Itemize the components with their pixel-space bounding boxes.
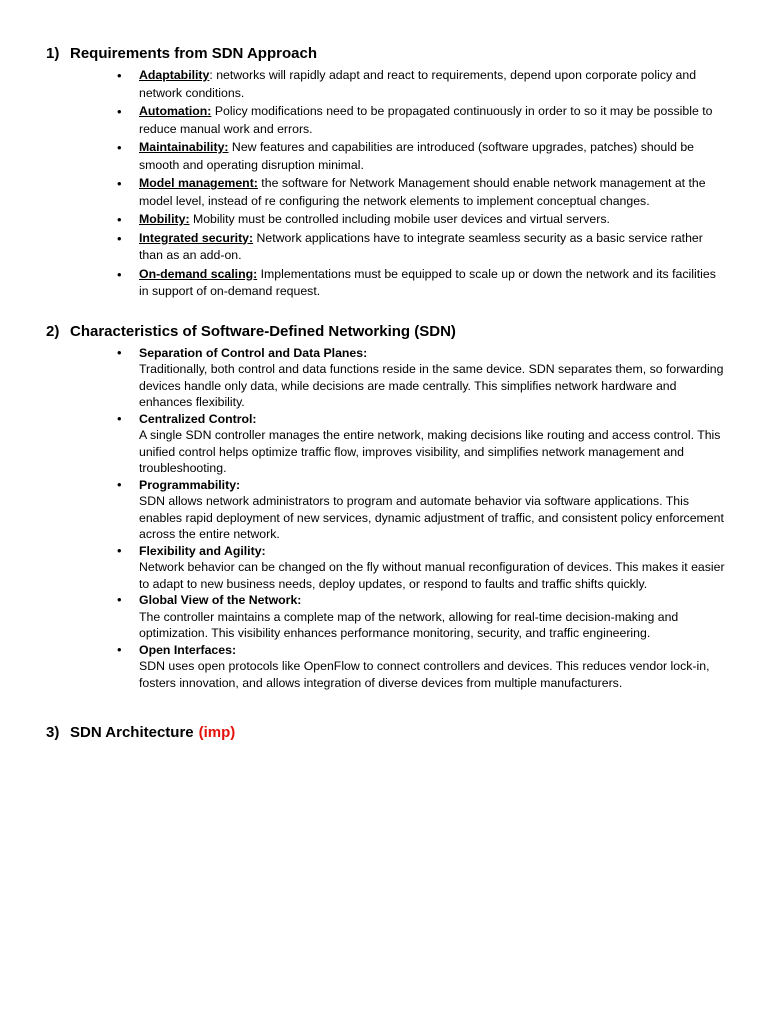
item-term: Model management:: [139, 176, 258, 190]
item-text: Network behavior can be changed on the fly without manual reconfiguration of devices. This makes it easier to adapt to new business needs, deploy updates, or respond to faults and traffic shifts quickly.: [139, 560, 725, 591]
list-item: [139, 230, 728, 265]
item-text: the software for Network Management should enable network management at the model level, instead of re configuring the network elements to implement conceptual changes.: [139, 176, 706, 208]
item-term: Adaptability: [139, 68, 210, 82]
item-text: Implementations must be equipped to scale up or down the network and its facilities in support of on-demand request.: [139, 266, 716, 298]
list-item: [139, 175, 728, 210]
importance-tag: (imp): [198, 724, 236, 741]
list-item: [139, 139, 728, 174]
section-requirements: [46, 44, 728, 301]
item-term: • Centralized Control:: [139, 411, 257, 426]
item-text: New features and capabilities are introduced (software upgrades, patches) should be smooth and operating disruption minimal.: [139, 140, 695, 172]
item-text: Traditionally, both control and data functions reside in the same device. SDN separates them, so forwarding devices handle only data, while decisions are made centrally. This simplifies network hardware and enhances flexibility.: [139, 362, 724, 409]
list-item: [139, 477, 728, 543]
item-term: • Programmability:: [139, 477, 241, 492]
item-text: Mobility must be controlled including mobile user devices and virtual servers.: [189, 212, 610, 226]
item-text: SDN allows network administrators to program and automate behavior via software applications. This enables rapid deployment of new services, dynamic adjustment of traffic, and consistent policy enforcement across the entire network.: [139, 494, 724, 541]
section-heading: [46, 322, 728, 342]
list-item: [139, 67, 728, 102]
section-title: Characteristics of Software-Defined Networking (SDN): [70, 322, 456, 340]
item-term: • Flexibility and Agility:: [139, 543, 266, 558]
item-term: Maintainability:: [139, 140, 229, 154]
list-item: [139, 266, 728, 301]
list-item: [139, 592, 728, 642]
bullet-list: [46, 345, 728, 692]
item-text: Network applications have to integrate seamless security as a basic service rather than as an add-on.: [139, 230, 703, 262]
section-title: Requirements from SDN Approach: [70, 45, 317, 62]
section-number: 1): [46, 45, 60, 62]
section-number: 3): [46, 724, 60, 741]
item-text: SDN uses open protocols like OpenFlow to connect controllers and devices. This reduces vendor lock-in, fosters innovation, and allows integration of diverse devices from multiple manufacturers.: [139, 659, 710, 690]
section-number: 2): [46, 322, 60, 340]
list-item: [139, 103, 728, 138]
bullet-list: [46, 67, 728, 301]
item-term: Mobility:: [139, 212, 190, 226]
list-item: [139, 411, 728, 477]
section-architecture: [46, 723, 728, 743]
item-term: On-demand scaling:: [139, 266, 258, 281]
list-item: [139, 345, 728, 411]
list-item: [139, 211, 728, 229]
section-title: SDN Architecture: [70, 724, 194, 741]
item-term: • Open Interfaces:: [139, 642, 237, 657]
item-term: • Separation of Control and Data Planes:: [139, 345, 368, 360]
section-heading: [46, 44, 728, 64]
list-item: [139, 543, 728, 593]
item-text: The controller maintains a complete map of the network, allowing for real-time decision-making and optimization. This visibility enhances performance monitoring, security, and traffic engineering.: [139, 609, 679, 640]
item-term: • Global View of the Network:: [139, 593, 302, 607]
item-text: A single SDN controller manages the entire network, making decisions like routing and access control. This unified control helps optimize traffic flow, improves visibility, and simplifies network management and troubleshooting.: [139, 428, 721, 475]
section-characteristics: [46, 322, 728, 692]
item-text: : networks will rapidly adapt and react to requirements, depend upon corporate policy and network conditions.: [139, 68, 697, 100]
list-item: [139, 642, 728, 692]
item-text: Policy modifications need to be propagated continuously in order to so it may be possible to reduce manual work and errors.: [139, 104, 713, 136]
item-term: Integrated security:: [139, 230, 254, 245]
item-term: Automation:: [139, 104, 212, 118]
section-heading: [46, 723, 728, 743]
